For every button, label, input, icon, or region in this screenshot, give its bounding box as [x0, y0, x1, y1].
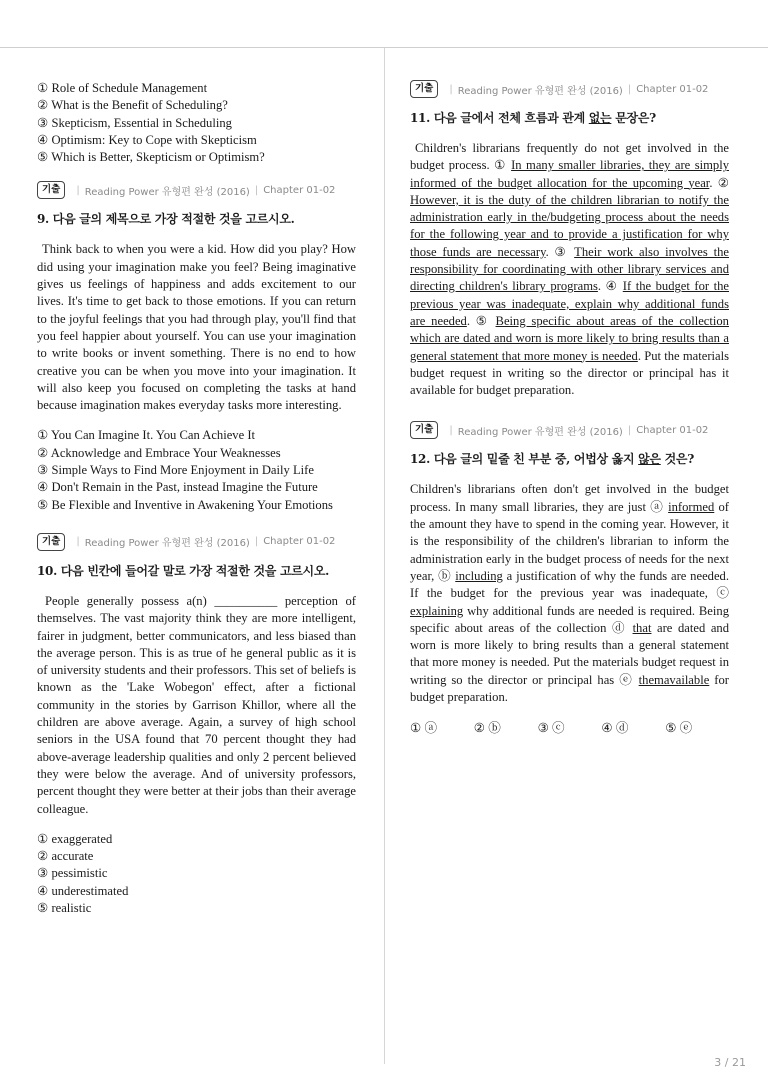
- source-book: Reading Power 유형편 완성 (2016): [84, 538, 250, 550]
- q9-options: [37, 427, 356, 513]
- question-11-title: [410, 110, 729, 126]
- option-item: ② What is the Benefit of Scheduling?: [37, 98, 228, 113]
- q10-options: [37, 831, 356, 917]
- question-10-title: 10. 다음 빈칸에 들어갈 말로 가장 적절한 것을 고르시오.: [37, 563, 330, 578]
- title-text: 11. 다음 글에서 전체 흐름과 관계: [410, 111, 589, 125]
- option-item: ⑤ ⓔ: [665, 721, 693, 736]
- passage-text: . Put the materials budget request in writing so the director or principal has it available for budget preparation.: [410, 348, 729, 398]
- exam-tag: 기출: [37, 533, 65, 551]
- option-item: ⑤ Be Flexible and Inventive in Awakening Your Emotions: [37, 497, 333, 512]
- exam-tag: 기출: [37, 181, 65, 199]
- title-emphasis: 않은: [638, 452, 661, 467]
- option-item: ④ Don't Remain in the Past, instead Imagine the Future: [37, 480, 318, 495]
- option-item: ④ ⓓ: [601, 721, 629, 736]
- option-item: ③ Skepticism, Essential in Scheduling: [37, 115, 232, 130]
- separator: |: [254, 184, 259, 196]
- separator: |: [449, 424, 453, 436]
- passage-text: Children's librarians often don't get involved in the budget process. In many small libraries, they are just ⓐ: [410, 482, 729, 514]
- question-12-passage: [410, 481, 729, 706]
- option-item: ② accurate: [37, 849, 94, 864]
- separator: |: [627, 83, 632, 95]
- question-12-title: [410, 451, 729, 467]
- source-book: Reading Power 유형편 완성 (2016): [457, 85, 623, 97]
- option-item: ① You Can Imagine It. You Can Achieve It: [37, 428, 256, 443]
- passage-text: a justification of why the funds are needed. If the budget for the previous year was inadequate, ⓒ: [410, 568, 729, 601]
- source-book: Reading Power 유형편 완성 (2016): [84, 186, 250, 198]
- question-9-title: 9. 다음 글의 제목으로 가장 적절한 것을 고르시오.: [37, 212, 295, 227]
- passage-text: of the amount they have to spend in the coming year. However, it is the responsibility of the children's librarian to inform the administration early in the budget process of needs for the next year, ⓑ: [410, 499, 730, 583]
- source-chapter: Chapter 01-02: [636, 83, 709, 95]
- passage-text: why additional funds are needed is required. Being specific about areas of the collection ⓓ: [410, 603, 729, 635]
- passage-text: are dated and worn is more likely to bring results than a general statement that more money is needed. Put the materials budget request in writing so the director or principal has ⓔ: [410, 620, 729, 687]
- underlined-word-e: themavailable: [638, 672, 710, 687]
- passage-text: . ⑤: [466, 313, 496, 328]
- separator: |: [76, 184, 80, 196]
- source-chapter: Chapter 01-02: [263, 184, 336, 196]
- right-column: [410, 80, 729, 738]
- separator: |: [449, 83, 453, 95]
- separator: |: [254, 536, 259, 548]
- underlined-sentence-2: However, it is the duty of the children librarian to notify the administration early in the/budgeting process about the needs for the following year and to provide a justification for why those funds are necessary: [410, 192, 729, 259]
- question-10-passage: People generally possess a(n) __________ perception of themselves. The vast majority think they are more intelligent, fairer in judgment, better communicators, and less biased than the average person. This is as true of he general public as it is of university students and their professors. This set of beliefs is known as the 'Lake Wobegon' effect, after a fictional community in the stories by Garrison Khillor, where all the children are above average. Again, a survey of high school seniors in the USA found that 70 percent thought they had above-average leadership qualities and only 2 percent believed they were below the average. And of university professors, percent thought they were better at their jobs than their average colleague.: [37, 593, 356, 816]
- source-chapter: Chapter 01-02: [263, 536, 336, 548]
- underlined-word-c: explaining: [410, 603, 464, 618]
- column-divider: [384, 48, 385, 1064]
- title-text: 12. 다음 글의 밑줄 친 부분 중, 어법상 옳지: [410, 452, 639, 467]
- underlined-word-d: that: [632, 620, 652, 635]
- underlined-sentence-3: Their work also involves the responsibility for coordinating with other library services and directing children's library programs: [410, 244, 729, 294]
- question-11-passage: [410, 140, 729, 399]
- option-item: ② ⓑ: [473, 721, 501, 736]
- passage-text: for budget preparation.: [410, 672, 729, 705]
- left-column: [37, 80, 356, 917]
- passage-text: . ③: [545, 244, 575, 259]
- option-item: ④ underestimated: [37, 883, 129, 898]
- option-item: ⑤ realistic: [37, 900, 92, 915]
- option-item: ⑤ Which is Better, Skepticism or Optimism?: [37, 150, 265, 165]
- passage-text: . ②: [709, 175, 729, 190]
- option-item: ① exaggerated: [37, 831, 113, 846]
- option-item: ③ Simple Ways to Find More Enjoyment in Daily Life: [37, 463, 314, 478]
- page-number: 3 / 21: [714, 1056, 746, 1069]
- title-text: 문장은?: [611, 111, 656, 125]
- source-line: [37, 181, 356, 199]
- option-item: ① Role of Schedule Management: [37, 81, 208, 95]
- exam-tag: 기출: [410, 80, 438, 98]
- q12-options: [410, 720, 729, 737]
- source-line: [37, 533, 356, 551]
- passage-text: . ④: [597, 279, 623, 294]
- option-item: ② Acknowledge and Embrace Your Weaknesses: [37, 445, 281, 460]
- source-line: [410, 80, 729, 98]
- source-book: Reading Power 유형편 완성 (2016): [457, 426, 623, 438]
- q8-options: [37, 80, 356, 166]
- underlined-sentence-4: If the budget for the previous year was inadequate, explain why additional funds are needed: [410, 279, 729, 328]
- title-text: 것은?: [660, 452, 694, 467]
- underlined-word-b: including: [455, 568, 503, 583]
- source-line: [410, 421, 729, 439]
- question-9-passage: Think back to when you were a kid. How did you play? How did using your imagination make you feel? Being imaginative gives us feelings of happiness and adds excitement to our lives. It's time to get back to those emotions. If you can return to the joyful feelings that you had through play, you'll find that you feel happier about yourself. You can use your imagination to write books or invent something. There is no end to how creative you can be when you move into your imagination. It will also keep you focused on completing the tasks at hand because imagination makes everyday tasks more interesting.: [37, 242, 356, 413]
- title-emphasis: 없는: [588, 111, 612, 125]
- underlined-word-a: informed: [668, 499, 715, 514]
- source-chapter: Chapter 01-02: [636, 424, 709, 436]
- passage-text: Children's librarians frequently do not get involved in the budget process. ①: [410, 141, 729, 173]
- separator: |: [76, 536, 80, 548]
- option-item: ③ pessimistic: [37, 866, 108, 881]
- underlined-sentence-1: In many smaller libraries, they are simply informed of the budget allocation for the upcoming year: [410, 158, 730, 190]
- option-item: ③ ⓒ: [537, 721, 565, 736]
- separator: |: [627, 424, 632, 436]
- option-item: ④ Optimism: Key to Cope with Skepticism: [37, 132, 257, 147]
- exam-tag: 기출: [410, 421, 438, 439]
- underlined-sentence-5: Being specific about areas of the collection which are dated and worn is more likely to bring results than a general statement that more money is needed: [410, 313, 729, 363]
- option-item: ① ⓐ: [410, 721, 438, 736]
